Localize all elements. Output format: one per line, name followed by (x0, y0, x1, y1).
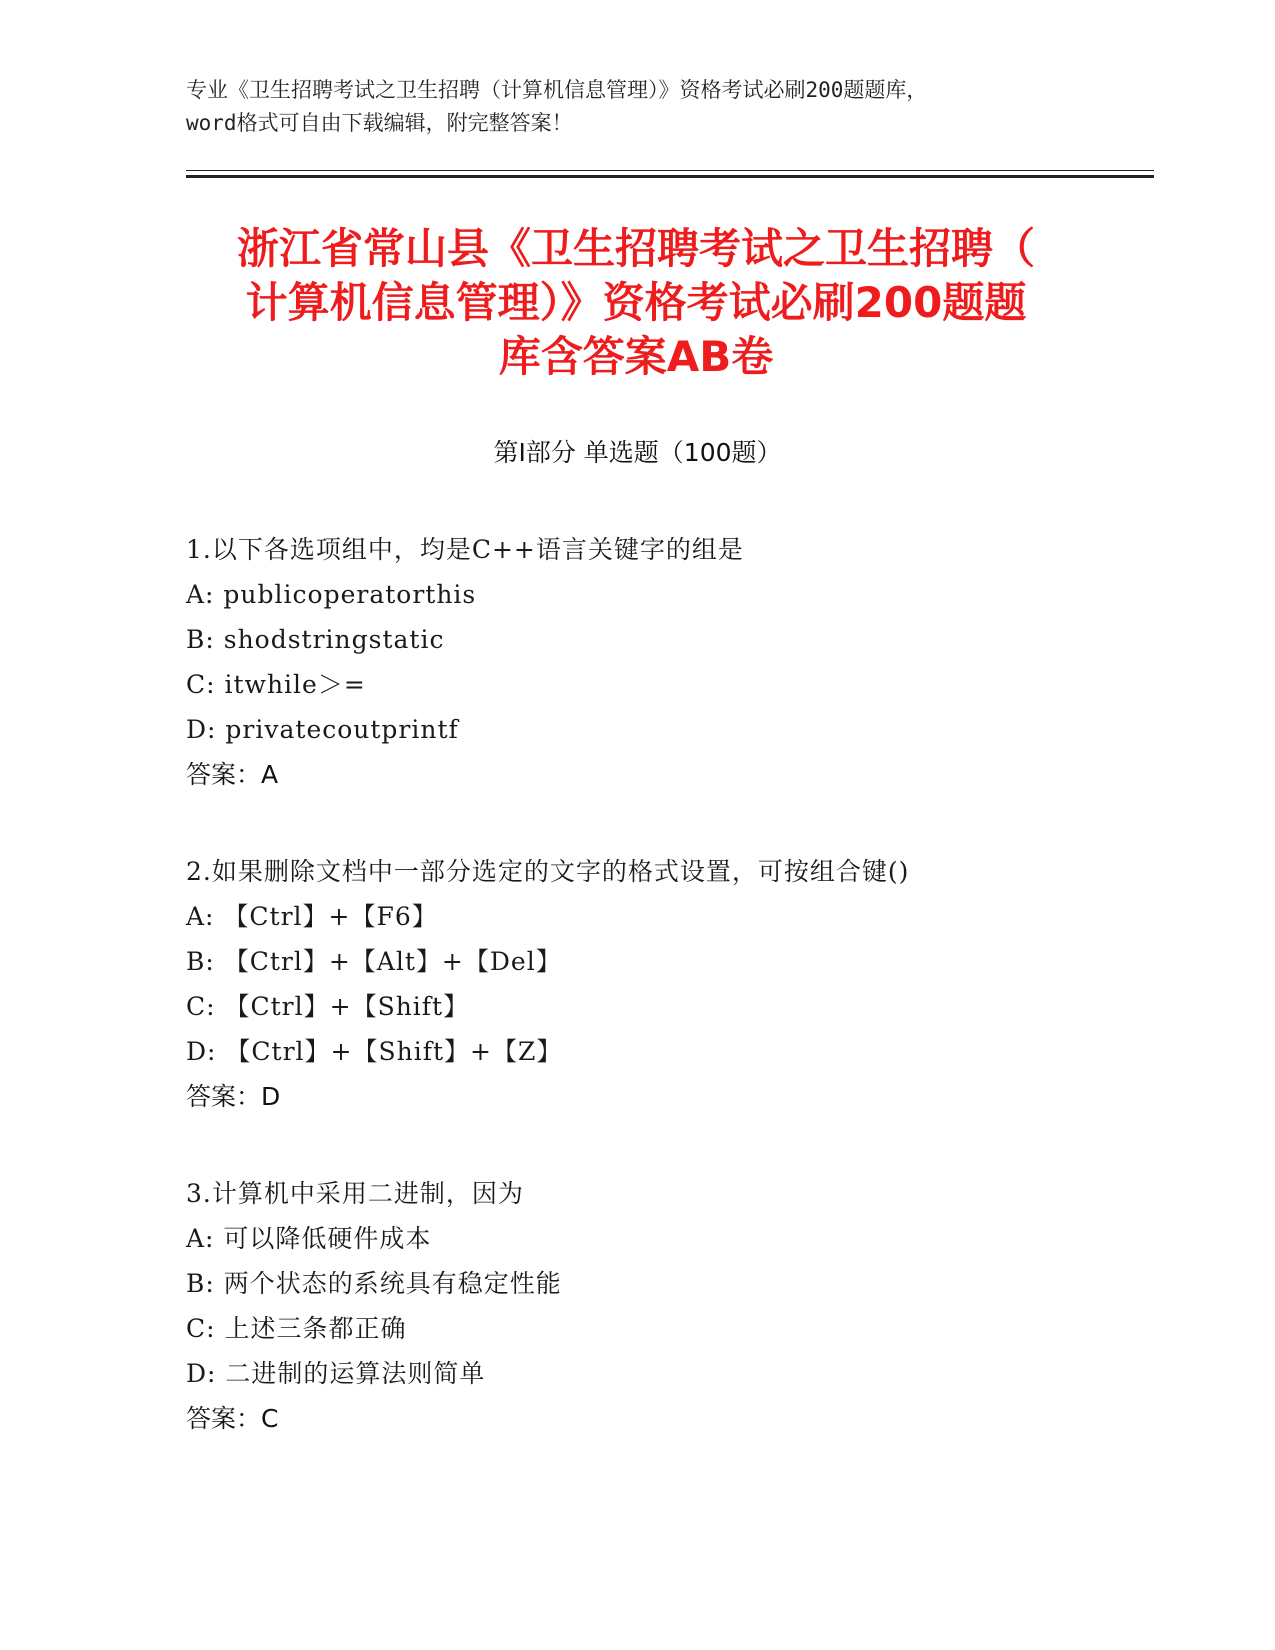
option-d: D: 【Ctrl】+【Shift】+【Z】 (186, 1037, 563, 1066)
option-b: B: shodstringstatic (186, 625, 445, 654)
document-title-line-3: 库含答案AB卷 (498, 332, 774, 381)
answer-line: 答案：C (186, 1404, 279, 1433)
question-3 (186, 1171, 1146, 1441)
question-1 (186, 527, 1146, 797)
option-d: D: privatecoutprintf (186, 715, 459, 744)
header-note (186, 74, 1086, 140)
option-a: A: 【Ctrl】+【F6】 (186, 902, 438, 931)
question-list (186, 527, 1146, 1493)
document-title-line-1: 浙江省常山县《卫生招聘考试之卫生招聘（ (236, 224, 1035, 273)
option-a: A: 可以降低硬件成本 (186, 1224, 432, 1253)
option-c: C: 上述三条都正确 (186, 1314, 407, 1343)
option-c: C: 【Ctrl】+【Shift】 (186, 992, 470, 1021)
option-b: B: 【Ctrl】+【Alt】+【Del】 (186, 947, 562, 976)
answer-line: 答案：D (186, 1082, 281, 1111)
answer-line: 答案：A (186, 760, 279, 789)
question-stem: 3.计算机中采用二进制，因为 (186, 1179, 524, 1208)
header-divider-thick (186, 175, 1154, 178)
document-title-line-2: 计算机信息管理）》资格考试必刷200题题 (245, 278, 1027, 327)
option-a: A: publicoperatorthis (186, 580, 477, 609)
option-b: B: 两个状态的系统具有稳定性能 (186, 1269, 562, 1298)
header-note-line-2: word格式可自由下载编辑，附完整答案！ (186, 111, 573, 135)
option-c: C: itwhile＞= (186, 670, 366, 699)
question-2 (186, 849, 1146, 1119)
question-stem: 2.如果删除文档中一部分选定的文字的格式设置，可按组合键() (186, 857, 910, 886)
header-divider-thin (186, 170, 1154, 171)
section-heading: 第Ⅰ部分 单选题（100题） (493, 438, 782, 467)
option-d: D: 二进制的运算法则简单 (186, 1359, 486, 1388)
header-note-line-1: 专业《卫生招聘考试之卫生招聘（计算机信息管理）》资格考试必刷200题题库， (186, 78, 928, 102)
question-stem: 1.以下各选项组中，均是C++语言关键字的组是 (186, 535, 744, 564)
document-title (186, 222, 1086, 384)
